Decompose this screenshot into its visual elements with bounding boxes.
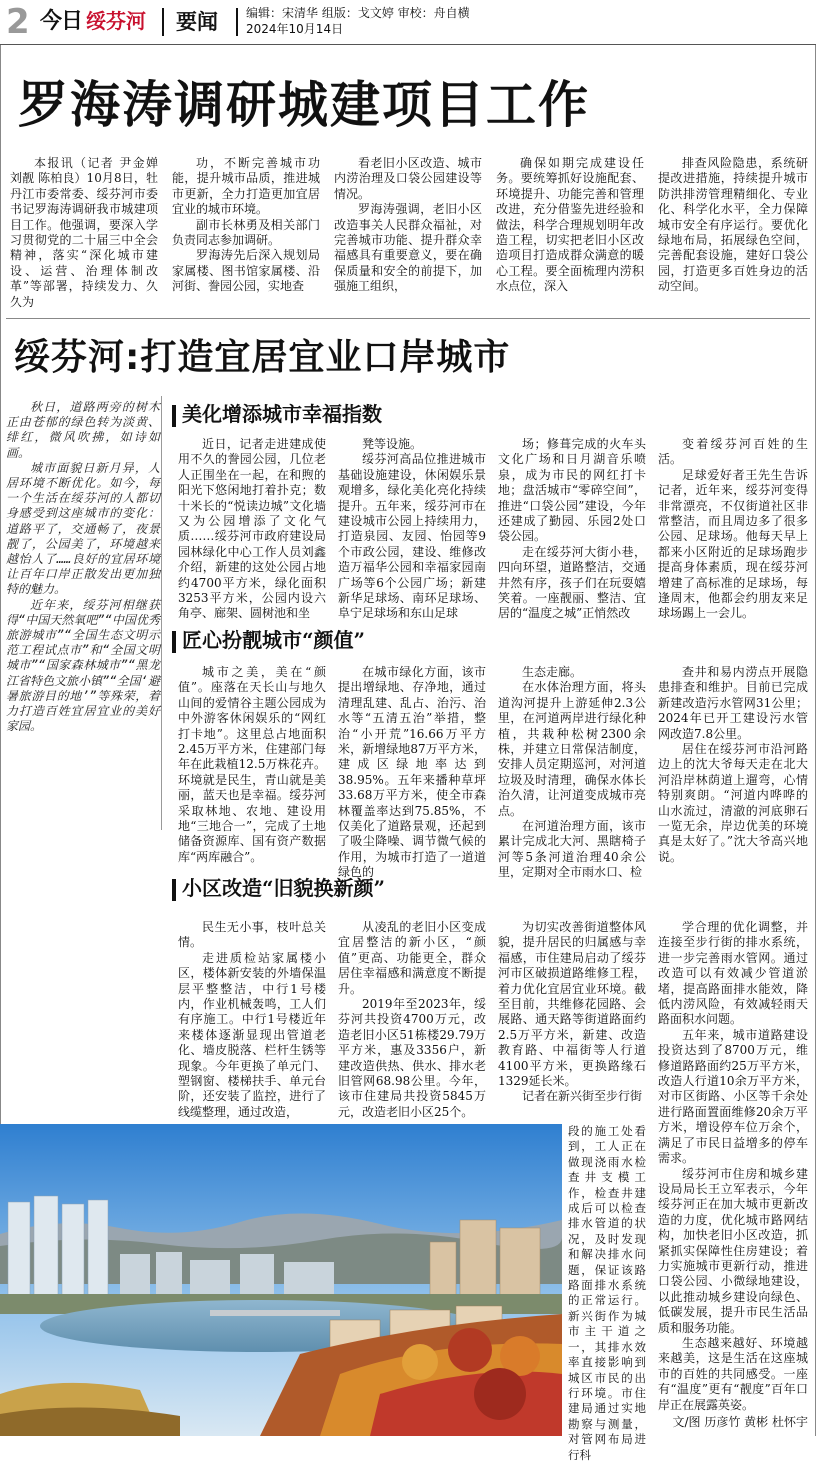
paragraph: 场；修葺完成的火车头文化广场和日月湖音乐喷泉，成为市民的网红打卡地；盘活城市“零碎空间”，推进“口袋公园”建设，今年还建成了勤园、乐园2处口袋公园。: [498, 437, 646, 544]
paragraph: 足球爱好者王先生告诉记者，近年来，绥芬河变得非常漂亮，不仅街道社区非常整洁，而且周边多了很多公园、足球场。他每天早上都来小区附近的足球场跑步提高身体素质，现在绥芬河增建了高标准的足球场，每逢周末，他都会约朋友来足球场踢上一会儿。: [658, 467, 808, 621]
paragraph: 民生无小事，枝叶总关情。: [178, 920, 326, 950]
paragraph: 罗海涛强调，老旧小区改造事关人民群众福祉，对完善城市功能、提升群众幸福感具有重要意义，要在确保质量和安全的前提下，加强施工组织，: [334, 202, 482, 294]
masthead-rule: [0, 44, 816, 45]
paragraph: 本报讯（记者 尹金婵 刘靓 陈柏良）10月8日，牡丹江市委常委、绥芬河市委书记罗海涛调研我市城建项目工作。他强调，要深入学习贯彻党的二十届三中全会精神，落实“深化城市建设、运营、治理体制改革”等部署，持续发力、久久为: [10, 156, 158, 309]
section1-col-1: [178, 437, 326, 621]
section3-col-1: [178, 920, 326, 1119]
paragraph: 在城市绿化方面，该市提出增绿地、存净地，通过清理乱建、乱占、治污、治水等“五清五治”举措，整治“小开荒”16.66万平方米，新增绿地87万平方米，建成区绿地率达到38.95%。五年来播种草坪33.68万平方米，使全市森林覆盖率达到75.85%，不仅美化了道路景观，还起到了吸尘降噪、调节微气候的作用，为城市打造了一道道绿色的: [338, 665, 486, 880]
masthead-credits: [246, 5, 470, 37]
paper-city: 绥芬河: [86, 9, 146, 33]
page-number: 2: [6, 2, 30, 42]
paragraph: 确保如期完成建设任务。要统筹抓好设施配套、环境提升、功能完善和管理改进，充分借鉴先进经验和做法，科学合理规划明年改造工程，切实把老旧小区改造项目打造成群众满意的暖心工程。要全面梳理内涝积水点位，深入: [496, 156, 644, 294]
section-label: 要闻: [176, 10, 218, 34]
byline: 文/图 历彦竹 黄彬 杜怀宇: [672, 1415, 808, 1429]
lead-paragraph: 近年来，绥芬河相继获得“中国天然氧吧”“中国优秀旅游城市”“全国生态文明示范工程试点市”和“全国文明城市”“国家森林城市”“黑龙江省特色文旅小镇”“全国‘避暑旅游目的地’”等殊荣，着力打造百姓宜居宜业的美好家园。: [6, 597, 160, 734]
article1-col-1: [10, 156, 158, 309]
masthead-divider-2: [236, 8, 238, 36]
paragraph: 为切实改善街道整体风貌，提升居民的归属感与幸福感，市住建局启动了绥芬河市区破损道路维修工程，着力优化宜居宜业环境。截至目前，共维修花园路、会展路、通天路等街道路面约2.5万平方米，新建、改造教育路、中福街等人行道4100平方米，更换路缘石1329延长米。: [498, 920, 646, 1089]
paragraph: 排查风险隐患，系统研提改进措施，持续提升城市防洪排涝管理精细化、专业化、科学化水平，全力保障城市安全有序运行。要优化绿地布局，拓展绿色空间，完善配套设施，建好口袋公园，打造更多百姓身边的活动空间。: [658, 156, 808, 294]
paragraph: 绥芬河高品位推进城市基础设施建设，休闲娱乐景观增多，绿化美化亮化持续提升。五年来，绥芬河市在建设城市公园上持续用力，打造泉园、友园、怡园等9个市政公园，建设、维修改造万福华公园和幸福家园南广场等6个公园广场；新建新华足球场、南环足球场、阜宁足球场和东山足球: [338, 452, 486, 621]
paragraph: 城市之美，美在“颜值”。座落在天长山与地久山间的爱情谷主题公园成为中外游客休闲娱乐的“网红打卡地”。这里总占地面积2.45万平方米，住建部门每年在此栽植12.5万株花卉。环境就是民生，青山就是美丽，蓝天也是幸福。绥芬河采取林地、农地、建设用地“三地合一”，完成了土地储备资源库、国有资产数据库“两库融合”。: [178, 665, 326, 864]
section1-col-3: [498, 437, 646, 621]
section2-col-3: [498, 665, 646, 880]
section3-col-3b: [568, 1124, 646, 1462]
section2-col-2: [338, 665, 486, 880]
paragraph: 段的施工处看到，工人正在做现浇雨水检查井支模工作，检查井建成后可以检查排水管道的状况，及时发现和解决排水问题，保证该路路面排水系统的正常运行。新兴街作为城市主干道之一，其排水效率直接影响到城区市民的出行环境。市住建局通过实地勘察与测量，对管网布局进行科: [568, 1124, 646, 1462]
paragraph: 凳等设施。: [362, 437, 423, 451]
section2-title: 匠心扮靓城市“颜值”: [182, 628, 366, 652]
subhead-bar: [172, 405, 176, 427]
section3-col-2: [338, 920, 486, 1119]
paragraph: 近日，记者走进建成使用不久的誊园公园，几位老人正围坐在一起，在和煦的阳光下悠闲地打着扑克；数十米长的“悦读边城”文化墙又为公园增添了文化气质……绥芬河市政府建设局园林绿化中心工作人员刘鑫介绍，新建的这处公园占地约4700平方米，绿化面积3253平方米，公园内设六角亭、廊架、圆树池和坐: [178, 437, 326, 621]
article1-col-2: [172, 156, 320, 296]
paragraph: 生态越来越好、环境越来越美，这是生活在这座城市的百姓的共同感受。一座有“温度”更有“靓度”百年口岸正在展露英姿。: [658, 1335, 808, 1412]
article1-col-5: [658, 156, 808, 296]
article-divider: [6, 318, 810, 319]
paragraph: 在水体治理方面，将头道沟河提升上游延伸2.3公里，在河道两岸进行绿化种植，共栽种松树2300余株，并建立日常保洁制度，安排人员定期巡河，对河道垃圾及时清理，确保水体长治久清，让河道变成城市亮点。: [498, 680, 646, 818]
paper-name: 今日: [40, 8, 83, 34]
editors-line: 编辑：宋清华 组版：戈文婷 审校：舟自横: [246, 6, 470, 20]
section3-title: 小区改造“旧貌换新颜”: [182, 876, 386, 900]
lead-paragraph: 秋日，道路两旁的树木正由苍郁的绿色转为淡黄、绯红，微风吹拂，如诗如画。: [6, 400, 160, 460]
section1-col-4: [658, 437, 808, 621]
section1-col-2: [338, 437, 486, 621]
section3-col-3a: [498, 920, 646, 1112]
paragraph: 记者在新兴街至步行街: [522, 1089, 643, 1104]
subhead-bar: [172, 631, 176, 653]
article1-col-3: [334, 156, 482, 296]
subhead-bar: [172, 879, 176, 901]
paragraph: 功，不断完善城市功能，提升城市品质，推进城市更新，全力打造更加宜居宜业的城市环境。: [172, 156, 320, 217]
lead-paragraph: 城市面貌日新月异，人居环境不断优化。如今，每一个生活在绥芬河的人都切身感受到这座城市的变化：道路平了，交通畅了，夜景靓了，公园美了，环境越来越怡人了……良好的宜居环境让百年口岸正散发出更加独特的魅力。: [6, 460, 160, 597]
city-landscape-image: [0, 1124, 562, 1436]
article1-col-4: [496, 156, 644, 296]
section3-col-4: [658, 920, 808, 1410]
paragraph: 2019年至2023年，绥芬河共投资4700万元，改造老旧小区51栋楼29.79万平方米，惠及3356户，新建改造供热、供水、排水老旧管网68.98公里。今年，该市住建局共投资5845万元，改造老旧小区25个。: [338, 997, 486, 1119]
date-line: 2024年10月14日: [246, 22, 344, 36]
section2-col-1: [178, 665, 326, 865]
paragraph: 看老旧小区改造、城市内涝治理及口袋公园建设等情况。: [334, 156, 482, 201]
paragraph: 变着绥芬河百姓的生活。: [658, 437, 808, 467]
paragraph: 罗海涛先后深入规划局家属楼、图书馆家属楼、沿河街、誊园公园，实地查: [172, 248, 320, 294]
article1-headline: 罗海涛调研城建项目工作: [18, 76, 590, 134]
paragraph: 走在绥芬河大街小巷，四向环望，道路整洁，交通井然有序，孩子们在玩耍嬉笑着。一座靓丽、整洁、宜居的“温度之城”正悄然改: [498, 544, 646, 621]
masthead-divider: [162, 8, 164, 36]
article2-headline: 绥芬河:打造宜居宜业口岸城市: [14, 337, 511, 378]
paragraph: 走进质检站家属楼小区，楼体新安装的外墙保温层平整整洁，中行1号楼内，作业机械轰鸣，工人们有序施工。中行1号楼近年来楼体逐渐显现出管道老化、墙皮脱落、栏杆生锈等现象。今年更换了单元门、塑钢窗、楼梯扶手、单元台阶，还安装了监控，进行了线缆整理，通过改造，: [178, 950, 326, 1119]
section1-title: 美化增添城市幸福指数: [182, 402, 382, 426]
paragraph: 学合理的优化调整，并连接至步行街的排水系统，进一步完善雨水管网。通过改造可以有效减少管道淤堵，提高路面排水能效，降低内涝风险，有效减轻雨天路面积水问题。: [658, 920, 808, 1027]
paragraph: 查井和易内涝点开展隐患排查和维护。目前已完成新建改造污水管网31公里；2024年已开工建设污水管网改造7.8公里。: [658, 665, 808, 741]
article2-lead: [6, 400, 160, 826]
paragraph: 居住在绥芬河市沿河路边上的沈大爷每天走在北大河沿岸林荫道上遛弯，心情特别爽朗。“河道内哗哗的山水流过，清澈的河底卵石一览无余，岸边优美的环境真是太好了。”沈大爷高兴地说。: [658, 742, 808, 864]
paragraph: 从凌乱的老旧小区变成宜居整洁的新小区，“颜值”更高、功能更全，群众居住幸福感和满意度不断提升。: [338, 920, 486, 996]
paragraph: 在河道治理方面，该市累计完成北大河、黑瞎椅子河等5条河道治理40余公里，定期对全市雨水口、检: [498, 819, 646, 880]
paragraph: 副市长林勇及相关部门负责同志参加调研。: [172, 217, 320, 248]
section2-col-4: [658, 665, 808, 865]
paragraph: 五年来，城市道路建设投资达到了8700万元，维修道路路面约25万平方米，改造人行道10余万平方米，对市区街路、小区等千余处进行路面置面维修20余万平方米，增设停车位万余个，满足了市民日益增多的停车需求。: [658, 1027, 808, 1166]
city-photo: [0, 1124, 562, 1436]
paragraph: 生态走廊。: [522, 665, 583, 679]
paragraph: 绥芬河市住房和城乡建设局局长王立军表示，今年绥芬河正在加大城市更新改造的力度，优化城市路网结构，加快老旧小区改造，抓紧抓实保障性住房建设；着力实施城市更新行动，推进口袋公园、小微绿地建设，以此推动城乡建设向绿色、低碳发展，提升市民生活品质和服务功能。: [658, 1166, 808, 1335]
